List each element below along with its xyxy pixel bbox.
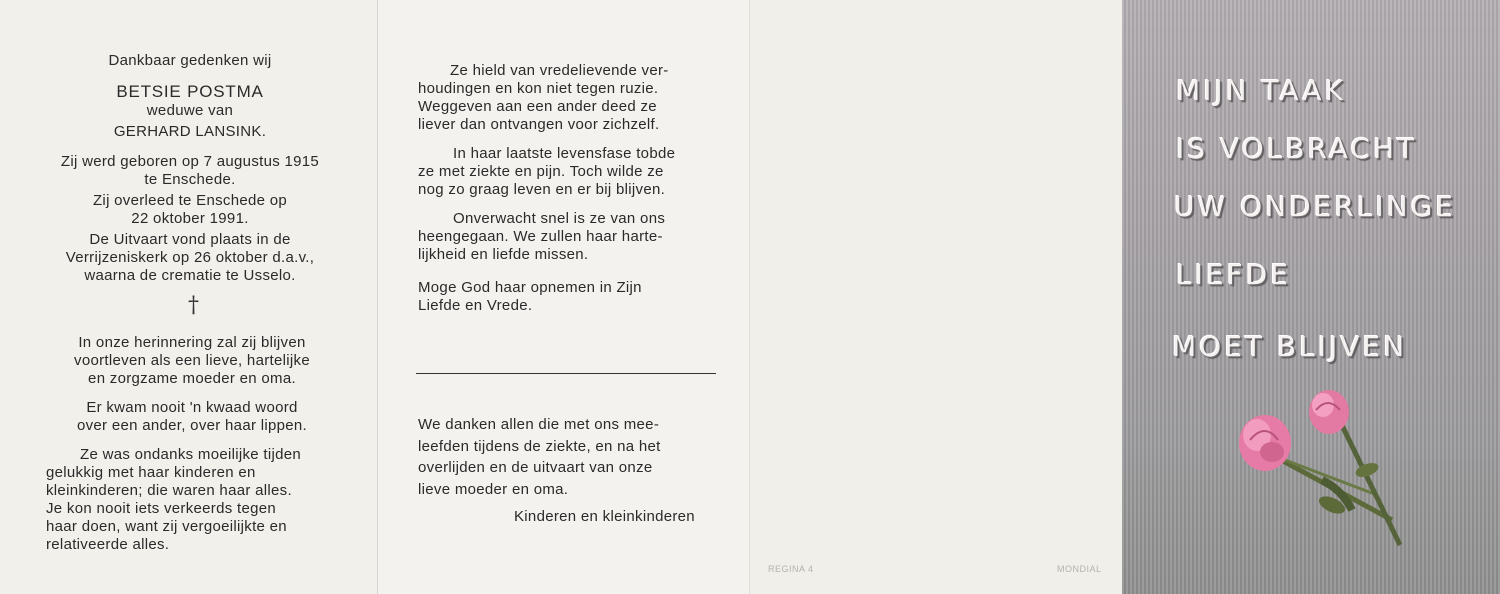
birth-text: Zij werd geboren op 7 augustus 1915 te Enschede.: [60, 153, 320, 188]
rose-flower-left: [1239, 415, 1291, 471]
intro-text: Dankbaar gedenken wij: [108, 52, 272, 69]
memory-paragraph: In onze herinnering zal zij blijven voortleven als een lieve, hartelijke en zorgzame moeder en oma.: [74, 334, 310, 387]
engraved-line-1: MIJN TAAK: [1176, 74, 1346, 107]
cross-icon: †: [188, 293, 199, 318]
rose-stems: [1272, 415, 1400, 545]
roses-image: [1122, 0, 1500, 594]
deceased-name: BETSIE POSTMA: [116, 82, 264, 101]
family-paragraph: Ze was ondanks moeilijke tijden gelukkig met haar kinderen en kleinkinderen; die waren haar alles. Je kon nooit iets verkeerds tegen haar doen, want zij vergoeilijkte en relativeerde alles.: [46, 446, 302, 553]
engraved-line-5: MOET BLIJVEN: [1172, 330, 1408, 363]
husband-name: GERHARD LANSINK.: [113, 123, 267, 140]
death-text: Zij overleed te Enschede op 22 oktober 1991.: [92, 192, 288, 227]
funeral-text: De Uitvaart vond plaats in de Verrijzeniskerk op 26 oktober d.a.v., waarna de crematie te Usselo.: [65, 231, 315, 284]
print-mark-right: MONDIAL: [1057, 564, 1102, 574]
signature: Kinderen en kleinkinderen: [514, 508, 695, 525]
engraved-line-4: LIEFDE: [1176, 258, 1291, 291]
illness-paragraph: In haar laatste levensfase tobde ze met ziekte en pijn. Toch wilde ze nog zo graag leven en er bij blijven.: [418, 145, 676, 198]
blank-panel: [750, 0, 1122, 594]
peace-paragraph: Ze hield van vredelievende ver- houdingen en kon niet tegen ruzie. Weggeven aan een ander deed ze liever dan ontvangen voor zichzelf.: [418, 62, 669, 133]
engraved-line-3: UW ONDERLINGE: [1174, 190, 1456, 223]
divider-line: [416, 373, 716, 374]
prayer-paragraph: Moge God haar opnemen in Zijn Liefde en Vrede.: [418, 279, 642, 314]
print-mark-left: REGINA 4: [768, 564, 814, 574]
thanks-paragraph: We danken allen die met ons mee- leefden tijdens de ziekte, en na het overlijden en de uitvaart van onze lieve moeder en oma.: [418, 416, 661, 498]
left-panel: [0, 0, 378, 594]
widow-of-text: weduwe van: [146, 102, 234, 119]
kind-words-paragraph: Er kwam nooit 'n kwaad woord over een ander, over haar lippen.: [76, 399, 308, 434]
engraved-line-2: IS VOLBRACHT: [1176, 132, 1418, 165]
middle-panel: [378, 0, 750, 594]
photo-panel: [1122, 0, 1500, 594]
passing-paragraph: Onverwacht snel is ze van ons heengegaan. We zullen haar harte- lijkheid en liefde missen.: [418, 210, 666, 263]
rose-flower-right: [1309, 390, 1349, 434]
